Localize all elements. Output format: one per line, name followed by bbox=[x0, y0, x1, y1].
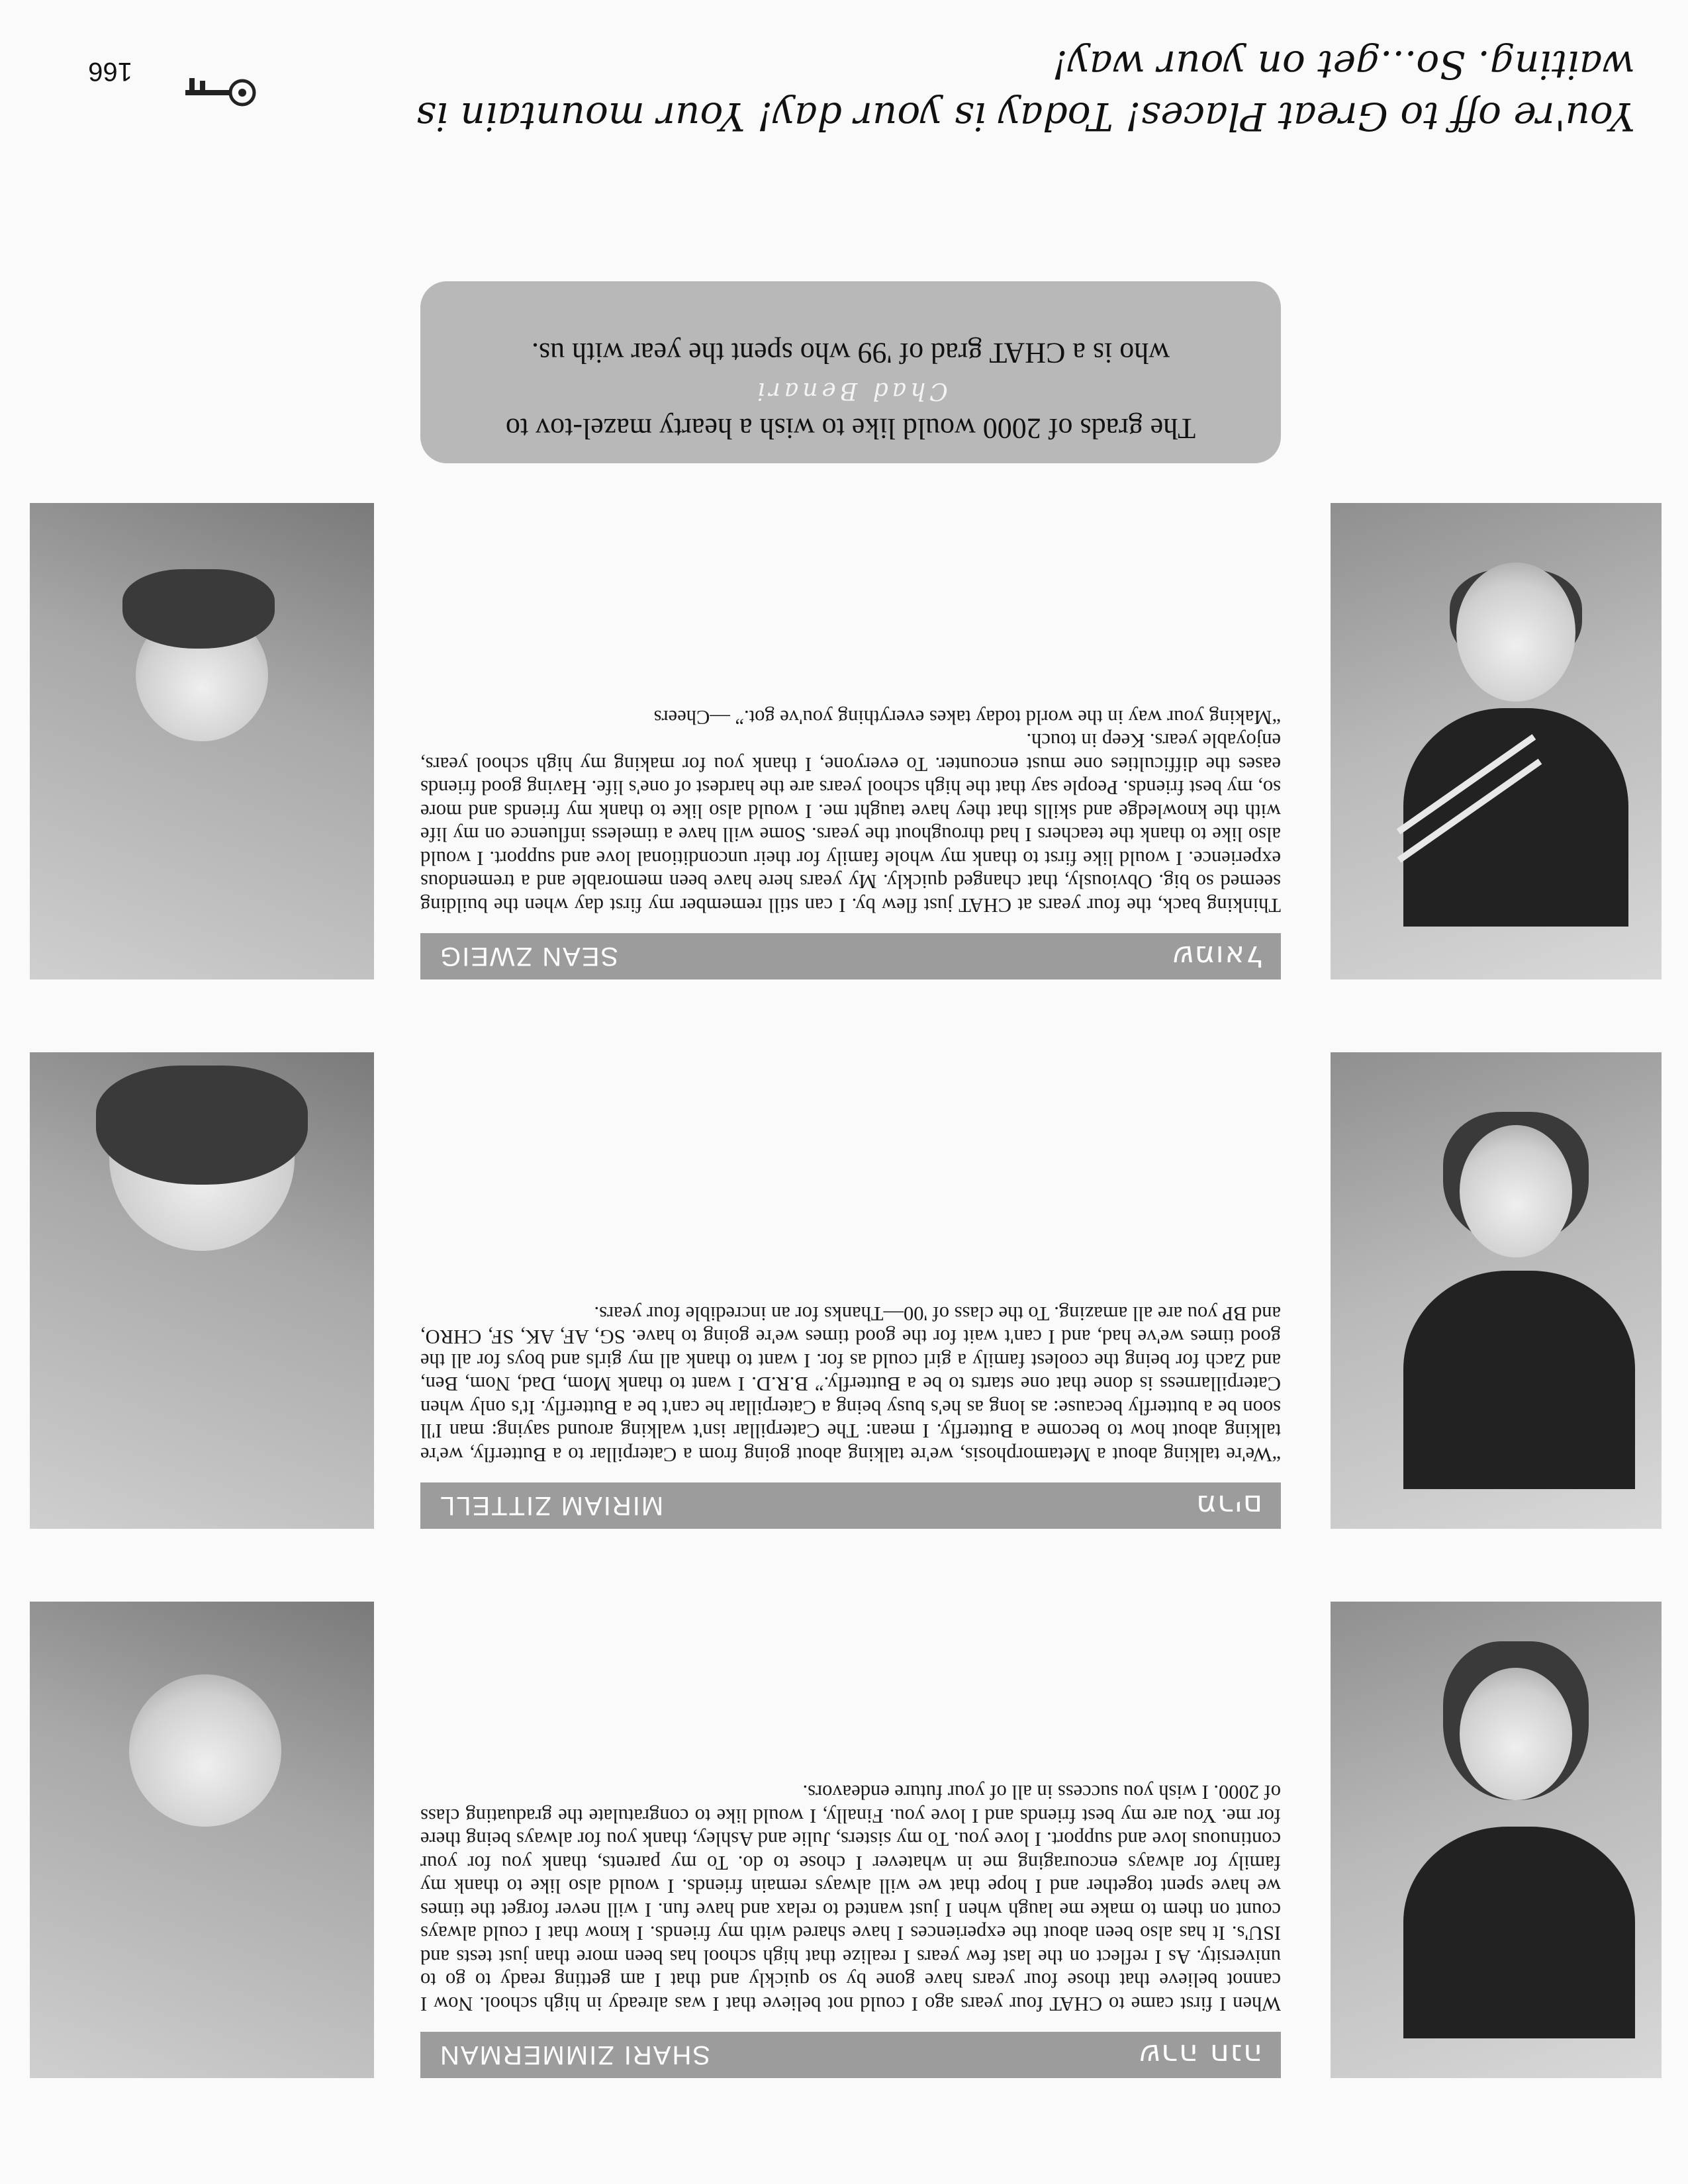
student-message bbox=[420, 705, 1281, 917]
student-name: MIRIAM ZITTELL bbox=[439, 1491, 664, 1521]
message-paragraph: Thinking back, the four years at CHAT just flew by. I can still remember my first day when the building seemed so big. Obviously, that changed quickly. My years here have been memorable and a tremendous experience. I would like first to thank my whole family for their unconditional love and support. I would also like to thank the teachers I had throughout the years. Some will have a timeless influence on my life with the knowledge and skills that they have taught me. I would also like to thank my friends and more so, my best friends. People say that the high school years are the hardest of one's life. Having good friends eases the difficulties one must encounter. To everyone, I thank you for making my high school years, enjoyable years. Keep in touch. bbox=[420, 729, 1281, 917]
student-name: SHARI ZIMMERMAN bbox=[439, 2040, 710, 2070]
graduation-portrait bbox=[1331, 1052, 1662, 1529]
message-paragraph: When I first came to CHAT four years ago I could not believe that I was already in high school. Now I cannot believe that those four years have gone by so quickly and that I am getting ready to go to university. As I reflect on the last few years I realize that high school has been more than just tests and ISU's. It has also been about the experiences I have shared with my friends. I know that I could always count on them to make me laugh when I just wanted to relax and have fun. I will never forget the times we have spent together and I hope that we will always remain friends. I would also like to thank my family for always encouraging me in whatever I chose to do. To my parents, thank you for your continuous love and support. I love you. To my sisters, Julie and Ashley, thank you for always being there for me. You are my best friends and I love you. Finally, I would like to congratulate the graduating class of 2000. I wish you success in all of your future endeavors. bbox=[420, 1781, 1281, 2015]
page-number: 166 bbox=[88, 57, 132, 86]
student-message bbox=[420, 1302, 1281, 1467]
student-name-bar bbox=[420, 2032, 1281, 2078]
student-message bbox=[420, 1780, 1281, 2015]
baby-photo bbox=[30, 1602, 374, 2078]
banner-line: The grads of 2000 would like to wish a hearty mazel-tov to bbox=[505, 412, 1196, 445]
baby-photo bbox=[30, 1052, 374, 1529]
footer-motto: You're off to Great Places! Today is your day! Your mountain is waiting. So...get on your way! bbox=[416, 42, 1635, 139]
student-name: SEAN ZWEIG bbox=[439, 942, 619, 972]
hebrew-name: שמואל bbox=[1171, 939, 1262, 974]
student-name-bar bbox=[420, 933, 1281, 979]
handwritten-signature: Chad Benari bbox=[753, 377, 948, 404]
student-name-bar bbox=[420, 1482, 1281, 1529]
banner-line: who is a CHAT grad of '99 who spent the year with us. bbox=[532, 337, 1170, 369]
graduation-portrait bbox=[1331, 503, 1662, 979]
hebrew-name: שרה חנה bbox=[1138, 2038, 1262, 2072]
message-quote: “Making your way in the world today takes everything you've got.” —Cheers bbox=[653, 706, 1281, 729]
message-paragraph: “We're talking about a Metamorphosis, we're talking about going from a Caterpillar to a Butterfly, we're talking about how to become a Butterfly. I mean: The Caterpillar isn't walking around saying: man I'll soon be a butterfly because: as long as he's busy being a Caterpillar he can't be a Butterfly. It's only when Caterpillarness is done that one starts to be a Butterfly.” B.R.D. I want to thank Mom, Dad, Nom, Ben, and Zach for being the coolest family a girl could as for. I want to thank all my girls and boys for all the good times we've had, and I can't wait for the good times we're going to have. SG, AF, AK, SF, CHRO, and BP you are all amazing. To the class of '00—Thanks for an incredible four years. bbox=[420, 1302, 1281, 1466]
graduation-portrait bbox=[1331, 1602, 1662, 2078]
key-icon bbox=[179, 66, 258, 119]
mazel-tov-banner bbox=[420, 281, 1281, 463]
baby-photo bbox=[30, 503, 374, 979]
hebrew-name: מרים bbox=[1195, 1488, 1262, 1523]
